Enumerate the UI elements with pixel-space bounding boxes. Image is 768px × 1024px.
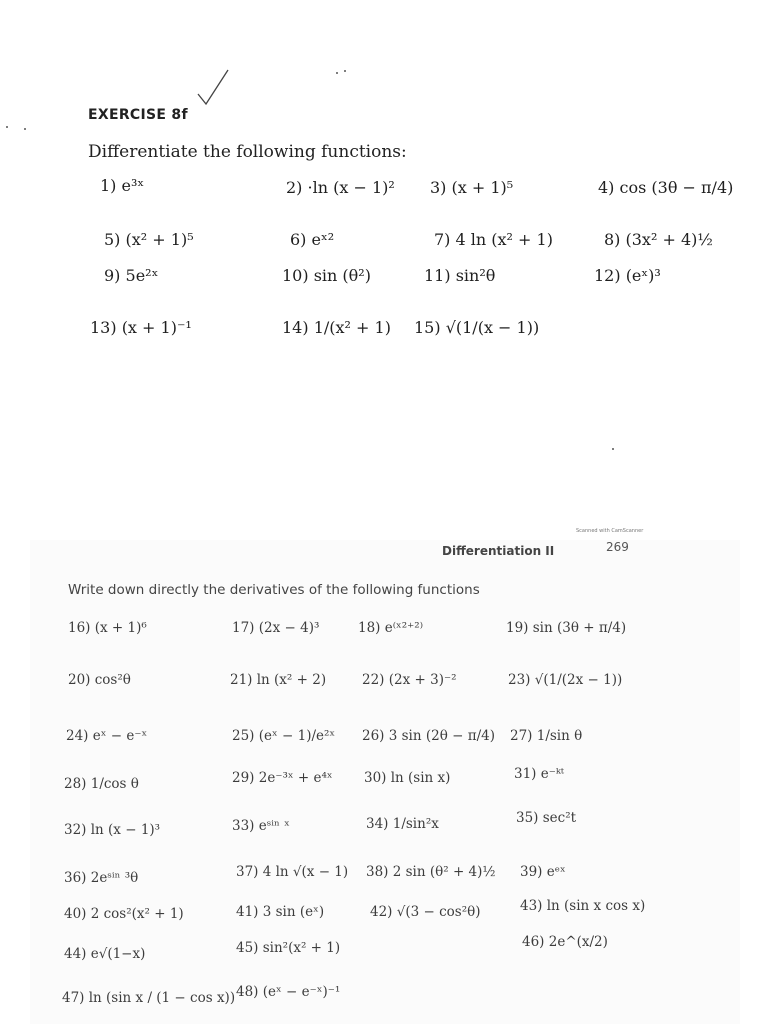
scan-dot [336,72,338,74]
derivative-item: 46) 2e^(x/2) [522,934,608,950]
exercise-item: 7) 4 ln (x² + 1) [434,230,553,249]
derivative-item: 26) 3 sin (2θ − π/4) [362,728,496,744]
exercise-item: 14) 1/(x² + 1) [282,318,391,337]
exercise-item: 11) sin²θ [424,266,496,285]
exercise-instruction: Differentiate the following functions: [88,142,407,162]
exercise-item: 6) eˣ² [290,230,335,249]
derivative-item: 43) ln (sin x cos x) [520,898,646,914]
exercise-item: 4) cos (3θ − π/4) [598,178,734,197]
check-mark-icon [196,68,232,108]
derivative-item: 47) ln (sin x / (1 − cos x)) [62,990,236,1006]
derivative-item: 16) (x + 1)⁶ [68,620,147,636]
second-instruction: Write down directly the derivatives of the following functions [68,582,480,598]
derivative-item: 35) sec²t [516,810,577,826]
derivative-item: 18) e⁽ˣ²⁺²⁾ [358,620,424,636]
derivative-item: 29) 2e⁻³ˣ + e⁴ˣ [232,770,333,786]
page-number: 269 [606,540,629,554]
exercise-item: 1) e³ˣ [100,176,145,195]
derivative-item: 31) e⁻ᵏᵗ [514,766,565,782]
section-header: Differentiation II [442,544,555,558]
exercise-item: 8) (3x² + 4)½ [604,230,713,249]
exercise-item: 10) sin (θ²) [282,266,371,285]
derivative-item: 41) 3 sin (eˣ) [236,904,325,920]
exercise-item: 12) (eˣ)³ [594,266,661,285]
derivative-item: 38) 2 sin (θ² + 4)½ [366,864,496,880]
derivative-item: 42) √(3 − cos²θ) [370,904,481,920]
derivative-item: 37) 4 ln √(x − 1) [236,864,349,880]
derivative-item: 48) (eˣ − e⁻ˣ)⁻¹ [236,984,341,1000]
scan-dot [612,448,614,450]
exercise-item: 9) 5e²ˣ [104,266,159,285]
derivative-item: 22) (2x + 3)⁻² [362,672,457,688]
derivative-item: 45) sin²(x² + 1) [236,940,341,956]
derivative-item: 27) 1/sin θ [510,728,583,744]
derivative-item: 28) 1/cos θ [64,776,139,792]
derivative-item: 34) 1/sin²x [366,816,439,832]
derivative-item: 33) eˢⁱⁿ ˣ [232,818,290,834]
second-page-scan [30,528,740,1024]
exercise-title: EXERCISE 8f [88,107,188,123]
scan-dot [344,70,346,72]
derivative-item: 19) sin (3θ + π/4) [506,620,627,636]
derivative-item: 30) ln (sin x) [364,770,451,786]
exercise-item: 2) ·ln (x − 1)² [286,178,395,197]
derivative-item: 21) ln (x² + 2) [230,672,327,688]
derivative-item: 20) cos²θ [68,672,131,688]
exercise-item: 13) (x + 1)⁻¹ [90,318,192,337]
derivative-item: 40) 2 cos²(x² + 1) [64,906,184,922]
exercise-item: 3) (x + 1)⁵ [430,178,514,197]
derivative-item: 32) ln (x − 1)³ [64,822,161,838]
derivative-item: 23) √(1/(2x − 1)) [508,672,623,688]
derivative-item: 25) (eˣ − 1)/e²ˣ [232,728,336,744]
derivative-item: 39) eᵉˣ [520,864,566,880]
derivative-item: 17) (2x − 4)³ [232,620,320,636]
derivative-item: 24) eˣ − e⁻ˣ [66,728,148,744]
exercise-item: 5) (x² + 1)⁵ [104,230,194,249]
derivative-item: 36) 2eˢⁱⁿ ³θ [64,870,139,886]
scan-dot [6,126,8,128]
scanner-note: Scanned with CamScanner [576,528,644,534]
exercise-item: 15) √(1/(x − 1)) [414,318,540,337]
derivative-item: 44) e√(1−x) [64,946,146,962]
scan-dot [24,128,26,130]
